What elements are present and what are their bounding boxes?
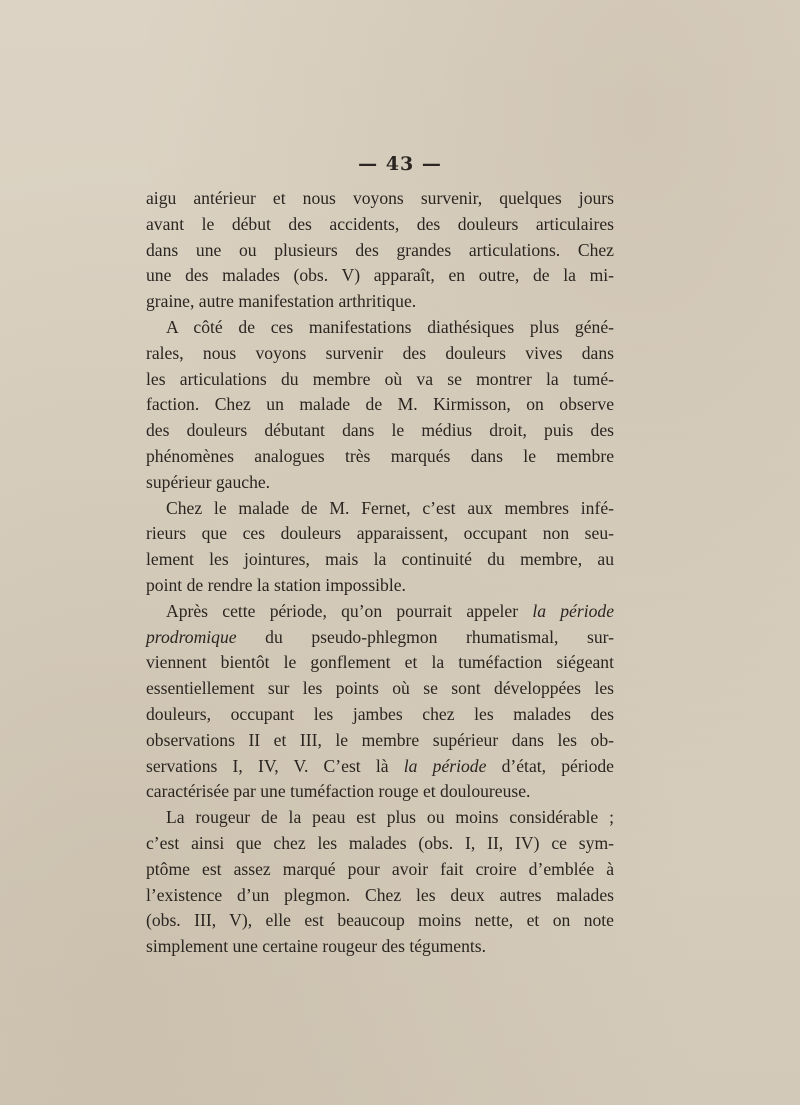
text-line: faction. Chez un malade de M. Kirmisson, on observe	[146, 394, 614, 415]
text-line: rieurs que ces douleurs apparaissent, occupant non seu-	[146, 523, 614, 544]
text-line: caractérisée par une tuméfaction rouge et douloureuse.	[146, 781, 531, 802]
text-line: rales, nous voyons survenir des douleurs vives dans	[146, 342, 614, 363]
text-line: prodromique du pseudo-phlegmon rhumatismal, sur-	[146, 626, 614, 647]
text-line: A côté de ces manifestations diathésiques plus géné-	[166, 316, 614, 337]
text-line: simplement une certaine rougeur des téguments.	[146, 936, 487, 957]
italic-term: la période	[532, 600, 614, 621]
text-line: phénomènes analogues très marqués dans le membre	[146, 445, 614, 466]
text-line: une des malades (obs. V) apparaît, en outre, de la mi-	[146, 265, 614, 286]
body-text	[146, 186, 614, 960]
italic-term: la période	[403, 755, 487, 776]
text-line: point de rendre la station impossible.	[146, 574, 406, 595]
paragraph-1	[146, 186, 614, 315]
paragraph-4	[146, 599, 614, 805]
paragraph-2	[146, 315, 614, 496]
text-line: les articulations du membre où va se montrer la tumé-	[146, 368, 614, 389]
text-line: l’existence d’un plegmon. Chez les deux autres malades	[146, 884, 614, 905]
text-line: c’est ainsi que chez les malades (obs. I, II, IV) ce sym-	[146, 832, 614, 853]
text-line: avant le début des accidents, des douleurs articulaires	[146, 213, 614, 234]
text-line: Chez le malade de M. Fernet, c’est aux membres infé-	[166, 497, 614, 518]
paragraph-3	[146, 496, 614, 599]
text-line: supérieur gauche.	[146, 471, 271, 492]
paragraph-5	[146, 805, 614, 960]
italic-term: prodromique	[146, 626, 237, 647]
text-line: Après cette période, qu’on pourrait appeler la période	[166, 600, 614, 621]
text-line: La rougeur de la peau est plus ou moins considérable ;	[166, 807, 614, 828]
text-line: essentiellement sur les points où se sont développées les	[146, 678, 614, 699]
text-line: douleurs, occupant les jambes chez les malades des	[146, 703, 614, 724]
text-line: (obs. III, V), elle est beaucoup moins nette, et on note	[146, 910, 614, 931]
text-line: viennent bientôt le gonflement et la tuméfaction siégeant	[146, 652, 614, 673]
text-line: des douleurs débutant dans le médius droit, puis des	[146, 420, 614, 441]
text-line: aigu antérieur et nous voyons survenir, quelques jours	[146, 188, 614, 208]
text-line: observations II et III, le membre supérieur dans les ob-	[146, 729, 614, 750]
text-line: dans une ou plusieurs des grandes articulations. Chez	[146, 239, 614, 260]
text-line: ptôme est assez marqué pour avoir fait croire d’emblée à	[146, 858, 614, 879]
text-line: graine, autre manifestation arthritique.	[146, 291, 417, 312]
page-number: — 43 —	[358, 153, 442, 175]
text-line: servations I, IV, V. C’est là la période d’état, période	[146, 755, 614, 776]
text-line: lement les jointures, mais la continuité du membre, au	[146, 549, 614, 570]
